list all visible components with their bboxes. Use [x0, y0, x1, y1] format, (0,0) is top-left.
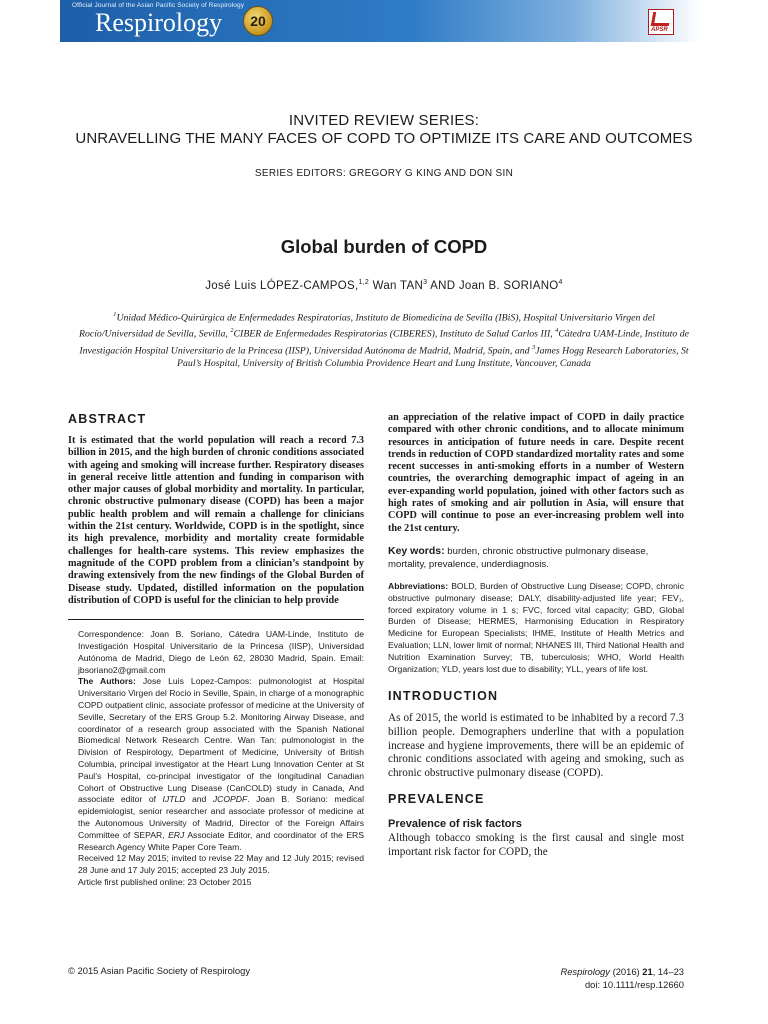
author-name: José Luis LÓPEZ-CAMPOS,: [205, 279, 359, 292]
citation-volume: 21: [642, 966, 653, 977]
abbreviations-text: BOLD, Burden of Obstructive Lung Disease; COPD, chronic obstructive pulmonary disease; DALY, disability-adjusted life year; FEV₁, forced expiratory volume in 1 s; FVC, forced vital capacity; GBD, Global Burden of Disease; HERMES, Harmonising Education in Respiratory Medicine for European Specialists; IHME, Institute of Health Metrics and Evaluation; LLN, lower limit of normal; NHANES III, Third National Health and Nutrition Examination Survey; TB, tuberculosis; WHO, World Health Organization; YLD, years lost due to disability; YLL, years of life lost.: [388, 580, 684, 674]
citation-line: [560, 965, 684, 978]
affil-text: James Hogg Research Laboratories, St Paul’s Hospital, University of British Columbia Providence Heart and Lung Institute, Vancouver, Canada: [177, 345, 689, 370]
author-sup: 4: [558, 279, 563, 286]
affil-sup: 4: [555, 327, 559, 335]
correspondence-text: Correspondence: Joan B. Soriano, Cátedra UAM-Linde, Instituto de Investigación Hospital Universitario de la Princesa (IISP), Universidad Autónoma de Madrid, Diego de León 62, 28030 Madrid, Spain. Email: jbsoriano2@gmail.com: [78, 629, 364, 675]
left-column: [68, 412, 364, 889]
abstract-text-part2: an appreciation of the relative impact of COPD in daily practice compared with other chronic conditions, and to allocate minimum resources in anticipation of future needs in care. Despite recent trends in reduction of COPD standardized mortality rates and some recent successes in anti-smoking efforts in a number of Western countries, the overarching demographic impact of ageing in an ever-expanding world population, joined with other factors such as high rates of smoking and air pollution in Asia, will ensure that COPD will continue to pose an ever-increasing problem well into the 21st century.: [388, 412, 684, 534]
author-name: AND Joan B. SORIANO: [427, 279, 559, 292]
copyright: © 2015 Asian Pacific Society of Respirology: [68, 965, 251, 976]
authors-bio: [68, 676, 364, 853]
keywords-text: burden, chronic obstructive pulmonary disease, mortality, prevalence, underdiagnosis.: [388, 545, 649, 570]
prevalence-heading: PREVALENCE: [388, 792, 485, 807]
right-column: [388, 412, 684, 860]
correspondence-block: [68, 629, 364, 889]
author-name: Wan TAN: [369, 279, 424, 292]
prevalence-text: Although tobacco smoking is the first causal and single most important risk factor for COPD, the: [388, 832, 684, 858]
series-title: UNRAVELLING THE MANY FACES OF COPD TO OPTIMIZE ITS CARE AND OUTCOMES: [75, 130, 693, 147]
authors-bio-text: and: [185, 794, 213, 805]
affil-sup: 3: [531, 343, 536, 351]
badge-number: 20: [250, 13, 266, 29]
apsr-logo-icon: [648, 9, 674, 35]
journal-tagline: Official Journal of the Asian Pacific Society of Respirology: [72, 2, 245, 9]
prevalence-subheading: Prevalence of risk factors: [388, 818, 522, 831]
journal-banner: [0, 0, 768, 44]
keywords: [388, 545, 684, 571]
affil-text: CIBER de Enfermedades Respiratorias (CIBERES), Instituto de Salud Carlos III,: [233, 328, 556, 340]
journal-name: IJTLD: [162, 794, 186, 805]
citation: [560, 965, 684, 991]
keywords-label: Key words:: [388, 544, 445, 557]
author-list: [60, 279, 708, 292]
abbreviations-label: Abbreviations:: [388, 580, 449, 591]
apsr-mark: [651, 12, 671, 26]
affil-text: Cátedra UAM-Linde, Instituto de Investigación Hospital Universitario de la Princesa (IISP), Universidad Autónoma de Madrid, Madrid, Spain, and: [79, 328, 690, 357]
authors-bio-text: Jose Luis Lopez-Campos: pulmonologist at Hospital Universitario Virgen del Rocio in Seville, Spain, in charge of a monographic COPD outpatient clinic, associate professor of medicine at the University of Seville, Secretary of the ERS Group 5.2. Monitoring Airway Disease, and coordinator of a research group associated with the Spanish National Biomedical Network Research Centre. Wan Tan: pulmonologist in the Division of Respirology, Department of Medicine, University of British Columbia, principal investigator at the Heart Lung Innovation Center at St Paul’s Hospital, co-principal investigator of the longitudinal Canadian Cohort of Obstructive Lung Disease (CanCOLD) study in Canada, And associate editor of: [78, 676, 364, 805]
journal-name: JCOPDF: [212, 794, 248, 805]
citation-pages: , 14–23: [652, 966, 684, 977]
author-sup: 1,2: [358, 279, 370, 286]
affiliations: [78, 308, 690, 371]
anniversary-badge-icon: [243, 6, 273, 36]
authors-bio-text: . Joan B. Soriano: medical epidemiologist, senior researcher and associate professor of medicine at the Autonomous University of Madrid, Director of the Foreign Affairs Committee of SEPAR,: [78, 794, 364, 840]
divider: [68, 619, 364, 620]
abbreviations: [388, 581, 684, 675]
authors-bio-label: The Authors:: [78, 676, 136, 687]
affil-text: Unidad Médico-Quirúrgica de Enfermedades Respiratorias, Instituto de Biomedicina de Sevilla (IBiS), Hospital Universitario Virgen del Rocío/Universidad de Sevilla, Sevilla,: [78, 312, 655, 340]
article-title: Global burden of COPD: [280, 236, 488, 257]
series-label: INVITED REVIEW SERIES:: [288, 112, 480, 129]
abstract-heading: ABSTRACT: [68, 412, 147, 426]
citation-year: (2016): [609, 966, 643, 977]
authors-bio-text: Associate Editor, and coordinator of the ERS Research Agency White Paper Core Team.: [78, 829, 364, 852]
abstract-text-part1: It is estimated that the world population will reach a record 7.3 billion in 2015, and the high burden of chronic conditions associated with ageing and smoking will increase further. Respiratory diseases in general receive little attention and funding in comparison with other major causes of global morbidity and mortality. In particular, chronic obstructive pulmonary disease (COPD) has been a major public health problem and will remain a challenge for clinicians within the 21st century. Worldwide, COPD is in the spotlight, since its high prevalence, morbidity and mortality create formidable challenges for health-care systems. This review emphasizes the magnitude of the COPD problem from a clinician’s standpoint by drawing extensively from the new findings of the Global Burden of Disease study. Updated, distilled information on the population distribution of COPD is useful for the clinician to help provide: [68, 435, 364, 606]
citation-journal: Respirology: [560, 966, 610, 977]
doi: doi: 10.1111/resp.12660: [584, 979, 684, 990]
introduction-text: As of 2015, the world is estimated to be inhabited by a record 7.3 billion people. Demographers underline that with a population increase and hygiene improvements, there will be an epidemic of chronic conditions associated with ageing and smoking, such as chronic obstructive pulmonary disease (COPD).: [388, 712, 684, 779]
affil-sup: 1: [113, 311, 117, 318]
journal-title: Respirology: [95, 8, 223, 37]
author-sup: 3: [423, 279, 428, 286]
introduction-heading: INTRODUCTION: [388, 689, 499, 704]
affil-sup: 2: [230, 327, 234, 335]
apsr-text: APSR: [651, 27, 668, 33]
received-dates: Received 12 May 2015; invited to revise 22 May and 12 July 2015; revised 28 June and 17 July 2015; accepted 23 July 2015.: [78, 853, 364, 876]
series-editors: SERIES EDITORS: GREGORY G KING AND DON SIN: [254, 168, 514, 179]
journal-name: ERJ: [168, 829, 185, 840]
published-date: Article first published online: 23 October 2015: [78, 876, 252, 887]
